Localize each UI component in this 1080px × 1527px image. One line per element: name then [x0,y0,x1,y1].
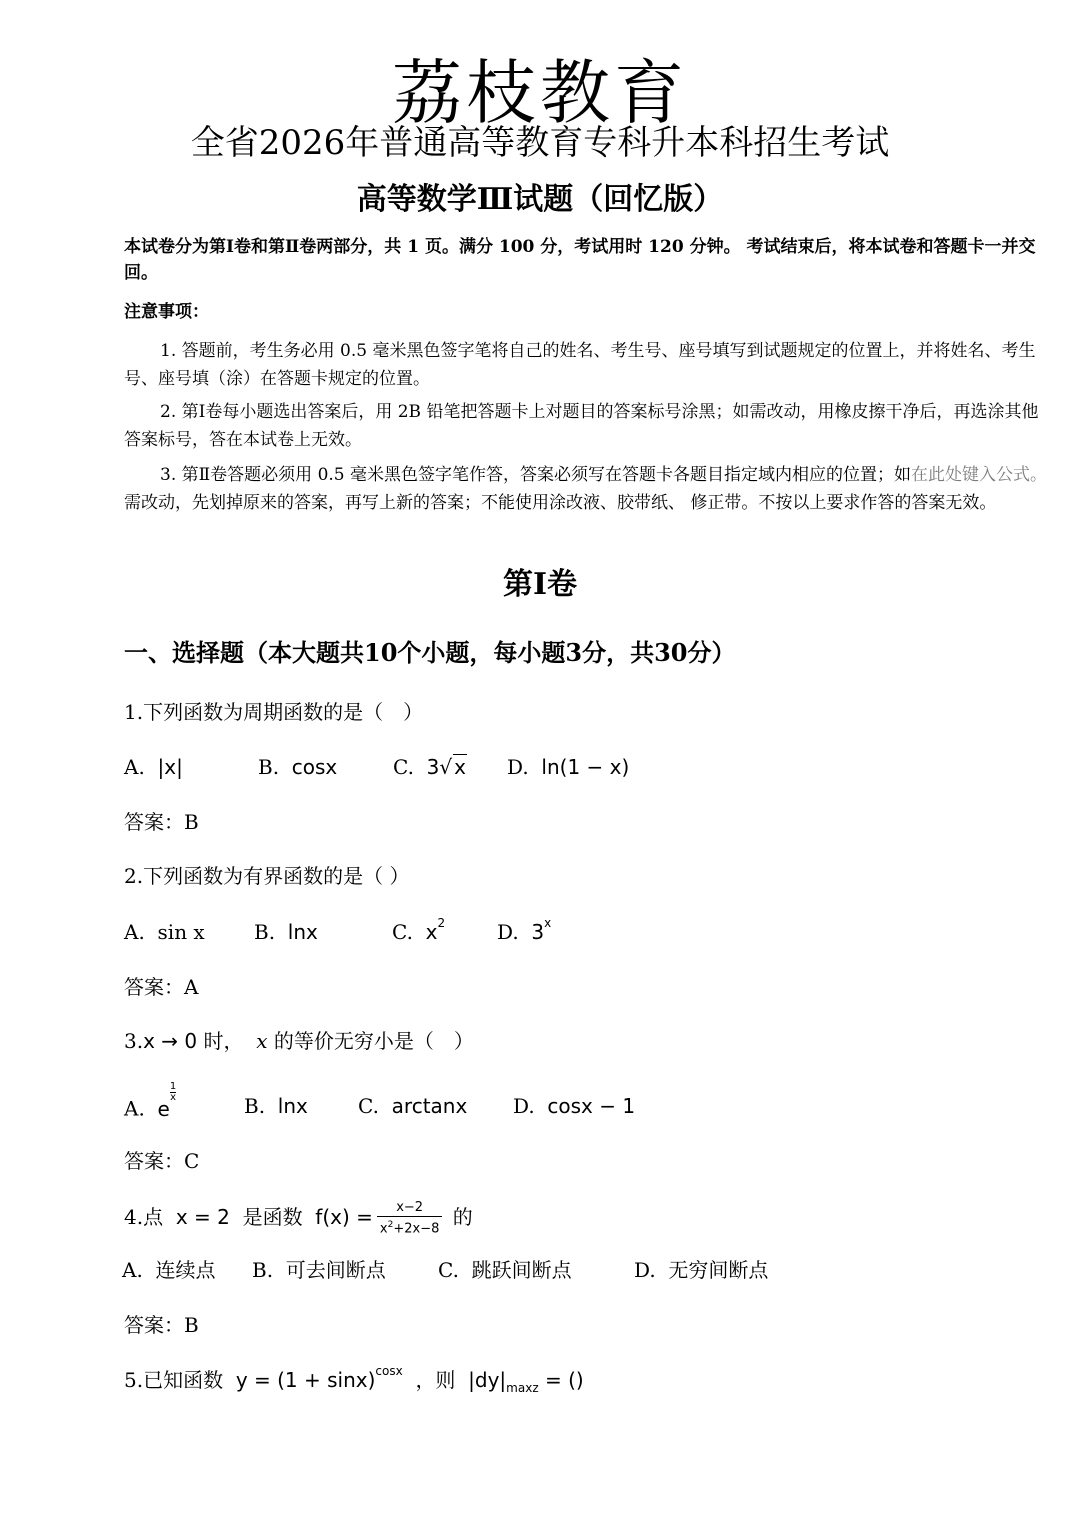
q1-option-a-value: |x| [157,755,183,779]
question-1-options [124,751,1024,783]
q1-option-a [124,751,183,783]
q4-denominator-base: x [379,1221,388,1237]
q1-option-d [507,751,629,783]
q1-option-b [258,751,337,783]
q2-option-d [497,916,551,948]
q2-option-c-exponent: 2 [437,916,446,931]
q2-option-b [254,916,318,948]
q3-option-a-numerator: 1 [169,1081,177,1092]
q2-option-b-label: B. [254,920,276,944]
q3-option-b-label: B. [244,1094,266,1118]
q1-option-c-radicand: x [454,755,466,779]
q3-option-d [513,1090,635,1122]
q4-denominator-rest: +2x−8 [393,1221,440,1237]
question-4-answer: 答案：B [124,1313,199,1337]
q2-option-a-label: A. [124,920,145,944]
exam-name: 全省2026年普通高等教育专科升本科招生考试 [190,123,890,163]
q2-option-a-value: sin x [157,920,205,944]
q4-option-a [122,1254,216,1286]
question-2-stem: 2.下列函数为有界函数的是（ ） [124,864,410,888]
q4-stem-mid: 是函数 [242,1205,303,1230]
q3-option-b-value: lnx [277,1094,308,1118]
question-5-stem [124,1364,584,1396]
q2-option-d-label: D. [497,920,519,944]
question-4-options [122,1254,1022,1286]
q3-stem-number: 3. [124,1029,144,1053]
volume-title: 第Ⅰ卷 [502,567,578,602]
question-1-answer: 答案：B [124,810,199,834]
q1-option-c-value: 3√ x [426,755,466,779]
q1-option-d-label: D. [507,755,529,779]
q3-stem-variable: 𝑥 [256,1029,268,1053]
q2-option-c-base: x [425,920,438,944]
q5-stem-expression [468,1368,584,1395]
paper-title: 高等数学Ⅲ试题（回忆版） [356,182,724,217]
q2-option-d-base: 3 [531,920,545,944]
notice-heading: 注意事项： [124,302,209,322]
q3-stem-mid: 时， [197,1029,244,1053]
q4-fraction-numerator: x−2 [377,1200,442,1217]
question-4-stem [124,1200,473,1237]
q3-option-a-value [157,1081,177,1121]
q2-option-a [124,916,205,948]
q4-option-c-value: 跳跃间断点 [471,1258,572,1282]
q3-option-c [358,1090,467,1122]
q4-option-a-label: A. [122,1258,143,1282]
notice-item-3-part-b: 需改动，先划掉原来的答案，再写上新的答案；不能使用涂改液、胶带纸、 修正带。不按以上要求作答的答案无效。 [124,493,997,513]
q4-stem-prefix: 4.点 [124,1205,164,1230]
q4-fraction [377,1200,442,1237]
question-2-answer: 答案：A [124,975,199,999]
q4-option-b [252,1254,386,1286]
q3-option-b [244,1090,308,1122]
q2-option-d-value [531,916,552,944]
q5-stem-prefix: 5.已知函数 [124,1368,224,1392]
q1-option-d-value: ln(1 − x) [541,755,630,779]
q4-stem-tail: 的 [452,1205,473,1230]
question-2-options [124,916,1024,948]
q3-option-a-exponent-fraction [170,1082,176,1103]
q1-option-c [393,751,467,783]
q5-dy: |dy| [468,1368,507,1392]
section-title: 一、选择题（本大题共10个小题，每小题3分，共30分） [124,638,736,667]
q4-fraction-denominator [377,1217,442,1237]
q5-function-exponent: cosx [375,1364,403,1379]
q3-stem-condition: x → 0 [143,1029,198,1053]
question-3-answer: 答案：C [124,1149,200,1173]
q2-option-b-value: lnx [287,920,318,944]
notice-item-2: 2. 第Ⅰ卷每小题选出答案后，用 2B 铅笔把答题卡上对题目的答案标号涂黑；如需改动，用橡皮擦干净后，再选涂其他答案标号，答在本试卷上无效。 [124,402,1039,450]
notice-item-3 [124,461,1054,517]
question-3-options [124,1081,1024,1122]
q5-dy-subscript: maxz [506,1381,539,1395]
q5-stem-mid: ，则 [415,1368,456,1392]
intro-text: 本试卷分为第Ⅰ卷和第Ⅱ卷两部分，共 1 页。满分 100 分，考试用时 120 分钟。 考试结束后，将本试卷和答题卡一并交回。 [124,237,1036,283]
q3-option-c-label: C. [358,1094,379,1118]
q4-option-c [438,1254,572,1286]
q3-option-a-label: A. [124,1096,145,1121]
q3-option-a [124,1081,177,1125]
q3-option-d-value: cosx − 1 [547,1094,636,1118]
q4-option-d [634,1254,768,1286]
q5-stem-tail: = () [538,1368,584,1392]
q3-option-d-label: D. [513,1094,535,1118]
brand-logo-text: 荔枝教育 [392,52,688,134]
q4-option-d-value: 无穷间断点 [668,1258,769,1282]
q1-option-c-coef: 3 [426,755,440,779]
q2-option-c-label: C. [392,920,413,944]
q5-function-base: y = (1 + sinx) [235,1368,376,1392]
notice-item-1: 1. 答题前，考生务必用 0.5 毫米黑色签字笔将自己的姓名、考生号、座号填写到试题规定的位置上，并将姓名、考生号、座号填（涂）在答题卡规定的位置。 [124,341,1036,389]
q2-option-d-exponent: x [544,916,552,931]
q5-stem-function [235,1364,403,1392]
q3-stem-tail: 的等价无穷小是（ ） [267,1029,474,1053]
q3-option-a-denominator: x [170,1092,176,1103]
q2-option-c-value [425,916,446,944]
q4-option-b-value: 可去间断点 [285,1258,386,1282]
q4-option-c-label: C. [438,1258,459,1282]
q1-option-c-label: C. [393,755,414,779]
equation-placeholder[interactable]: 在此处键入公式。 [911,465,1048,485]
q4-option-a-value: 连续点 [155,1258,216,1282]
q1-option-a-label: A. [124,755,145,779]
q3-option-a-base: e [157,1096,170,1121]
q2-option-c [392,916,445,948]
q4-option-d-label: D. [634,1258,656,1282]
q1-option-b-label: B. [258,755,280,779]
q1-option-b-value: cosx [291,755,338,779]
q4-denominator-exponent: 2 [387,1220,394,1230]
question-1-stem: 1.下列函数为周期函数的是（ ） [124,700,424,724]
notice-item-3-part-a: 3. 第Ⅱ卷答题必须用 0.5 毫米黑色签字笔作答，答案必须写在答题卡各题目指定域内相应的位置；如 [160,465,912,485]
q4-stem-point: x = 2 [175,1205,230,1230]
q4-option-b-label: B. [252,1258,274,1282]
question-3-stem [124,1025,474,1057]
q3-option-c-value: arctanx [391,1094,468,1118]
q4-stem-function: f(x) = [315,1205,373,1230]
